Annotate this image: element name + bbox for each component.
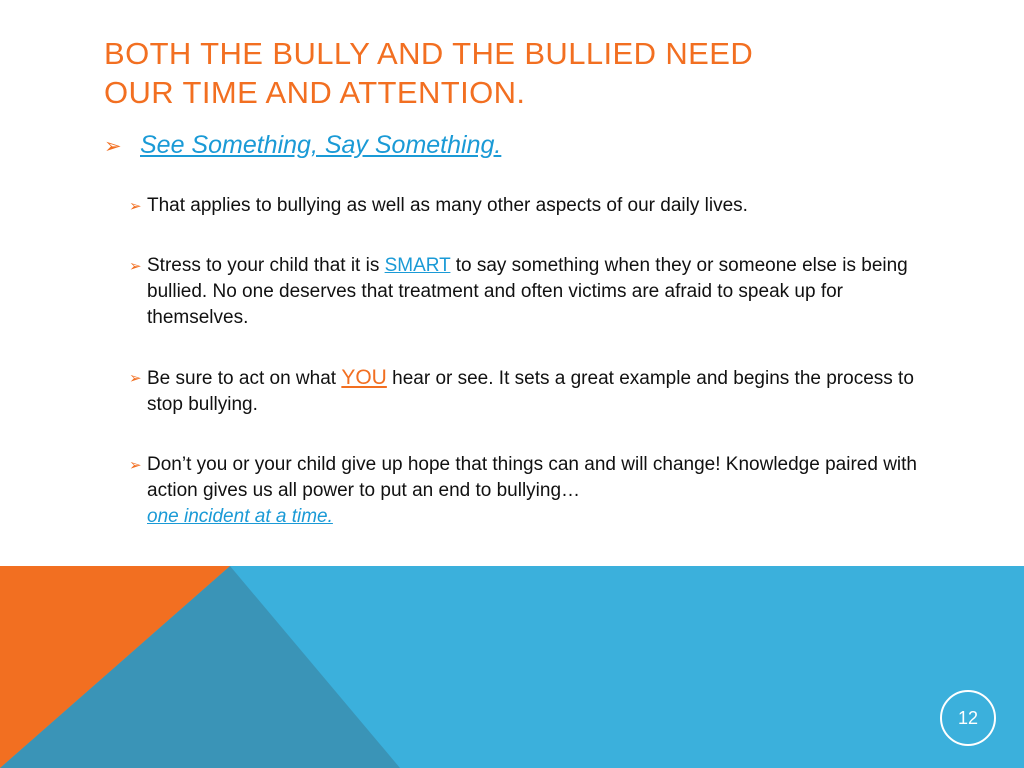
you-link[interactable]: YOU — [341, 366, 387, 389]
bullet-text: That applies to bullying as well as many other aspects of our daily lives. — [147, 195, 748, 216]
arrow-bullet-icon: ➢ — [104, 134, 122, 158]
bullet-list — [129, 193, 929, 564]
bullet-text-after: hear or see. It sets a great example and begins the process to stop bullying. — [147, 368, 914, 415]
bullet-item-3 — [129, 365, 929, 418]
arrow-bullet-icon: ➢ — [129, 197, 142, 215]
bullet-item-1 — [129, 193, 929, 219]
arrow-bullet-icon: ➢ — [129, 456, 142, 474]
bullet-text — [147, 365, 929, 418]
smart-link[interactable]: SMART — [384, 255, 451, 276]
arrow-bullet-icon: ➢ — [129, 257, 142, 275]
bullet-text-before: Be sure to act on what — [147, 368, 342, 389]
bullet-text — [147, 452, 929, 530]
bullet-text-before: Stress to your child that it is — [147, 255, 385, 276]
bullet-text — [147, 253, 929, 331]
page-number: 12 — [957, 707, 979, 728]
arrow-bullet-icon: ➢ — [129, 369, 142, 387]
slide-title-line-2: OUR TIME AND ATTENTION. — [104, 75, 526, 110]
incident-link[interactable]: one incident at a time. — [147, 506, 333, 527]
bullet-text-after: to say something when they or someone else is being bullied. No one deserves that treatment and often victims are afraid to speak up for themselves. — [147, 255, 908, 328]
subheading-link[interactable]: See Something, Say Something. — [140, 131, 502, 159]
bullet-item-2 — [129, 253, 929, 331]
subheading-bullet — [104, 128, 501, 163]
page-number-badge — [940, 690, 996, 746]
slide-title — [104, 34, 924, 112]
bullet-text-main: Don’t you or your child give up hope that things can and will change! Knowledge paired with action gives us all power to put an end to bullying… — [147, 454, 917, 501]
footer-graphic — [0, 566, 1024, 768]
bullet-item-4 — [129, 452, 929, 530]
slide-title-line-1: BOTH THE BULLY AND THE BULLIED NEED — [104, 36, 754, 71]
